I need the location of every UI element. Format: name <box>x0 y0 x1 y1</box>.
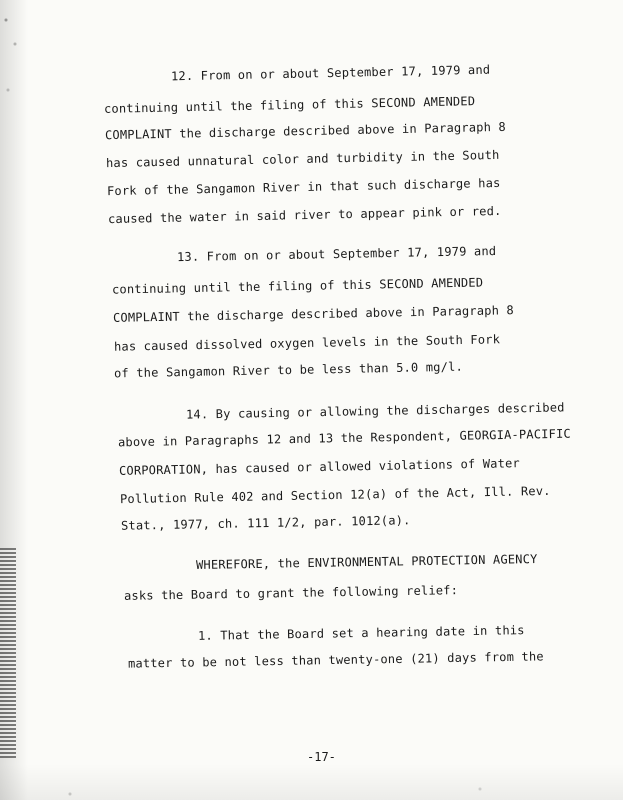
paragraph-14-line-3: CORPORATION, has caused or allowed violations of Water <box>118 456 521 478</box>
paragraph-14-line-4: Pollution Rule 402 and Section 12(a) of the Act, Ill. Rev. <box>119 483 551 507</box>
scan-bottom-edge <box>0 764 623 800</box>
paragraph-14-line-5: Stat., 1977, ch. 111 1/2, par. 1012(a). <box>120 513 411 533</box>
relief-1-line-2: matter to be not less than twenty-one (21) days from the <box>127 649 544 671</box>
paragraph-13-line-4: has caused dissolved oxygen levels in the South Fork <box>113 332 501 354</box>
wherefore-line-1: WHEREFORE, the ENVIRONMENTAL PROTECTION AGENCY <box>195 552 538 572</box>
relief-1-line-1: 1. That the Board set a hearing date in this <box>197 623 525 643</box>
wherefore-line-2: asks the Board to grant the following relief: <box>123 583 459 603</box>
paragraph-12-line-6: caused the water in said river to appear pink or red. <box>107 203 502 227</box>
paragraph-13-line-3: COMPLAINT the discharge described above in Paragraph 8 <box>112 303 515 325</box>
scan-binding-mark <box>0 548 16 758</box>
paragraph-13-line-1: 13. From on or about September 17, 1979 and <box>176 243 497 265</box>
paragraph-12-line-5: Fork of the Sangamon River in that such discharge has <box>106 175 501 199</box>
paragraph-13-line-5: of the Sangamon River to be less than 5.0 mg/l. <box>113 359 464 381</box>
paragraph-12-line-2: continuing until the filing of this SECOND AMENDED <box>103 94 476 116</box>
page-number: -17- <box>307 750 336 764</box>
paragraph-12-line-3: COMPLAINT the discharge described above in Paragraph 8 <box>104 119 507 143</box>
paragraph-13-line-2: continuing until the filing of this SECOND AMENDED <box>111 275 484 297</box>
paragraph-14-line-1: 14. By causing or allowing the discharges described <box>185 400 565 422</box>
paragraph-12-line-1: 12. From on or about September 17, 1979 and <box>170 62 491 84</box>
paragraph-12-line-4: has caused unnatural color and turbidity in the South <box>105 147 500 171</box>
paragraph-14-line-2: above in Paragraphs 12 and 13 the Respondent, GEORGIA-PACIFIC <box>117 426 571 450</box>
